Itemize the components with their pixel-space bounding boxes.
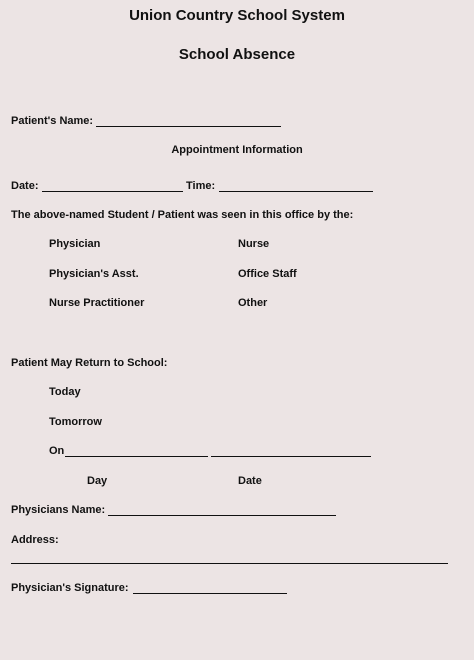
seen-by-option-physician[interactable]: Physician <box>49 238 101 250</box>
seen-by-option-other[interactable]: Other <box>238 297 268 309</box>
seen-by-option-office-staff[interactable]: Office Staff <box>238 268 297 280</box>
address-label: Address: <box>11 534 59 546</box>
return-date-field[interactable] <box>211 456 371 457</box>
seen-by-statement: The above-named Student / Patient was seen in this office by the: <box>11 209 354 221</box>
signature-field[interactable] <box>133 593 287 594</box>
time-label: Time: <box>186 180 216 192</box>
org-title: Union Country School System <box>129 7 345 24</box>
seen-by-option-nurse[interactable]: Nurse <box>238 238 270 250</box>
return-day-label: Day <box>87 475 108 487</box>
seen-by-option-physicians-asst[interactable]: Physician's Asst. <box>49 268 139 280</box>
return-date-label: Date <box>238 475 262 487</box>
patient-name-label: Patient's Name: <box>11 115 94 127</box>
return-day-field[interactable] <box>65 456 208 457</box>
return-option-today[interactable]: Today <box>49 386 81 398</box>
patient-name-field[interactable] <box>96 126 281 127</box>
date-label: Date: <box>11 180 39 192</box>
time-field[interactable] <box>219 191 373 192</box>
return-option-tomorrow[interactable]: Tomorrow <box>49 416 102 428</box>
signature-label: Physician's Signature: <box>11 582 129 594</box>
return-option-on[interactable]: On <box>49 445 65 457</box>
seen-by-option-nurse-practitioner[interactable]: Nurse Practitioner <box>49 297 145 309</box>
address-field[interactable] <box>11 563 448 564</box>
physician-name-field[interactable] <box>108 515 336 516</box>
date-field[interactable] <box>42 191 183 192</box>
form-title: School Absence <box>178 46 296 63</box>
return-heading: Patient May Return to School: <box>11 357 168 369</box>
appointment-section-title: Appointment Information <box>171 144 303 156</box>
physician-name-label: Physicians Name: <box>11 504 106 516</box>
